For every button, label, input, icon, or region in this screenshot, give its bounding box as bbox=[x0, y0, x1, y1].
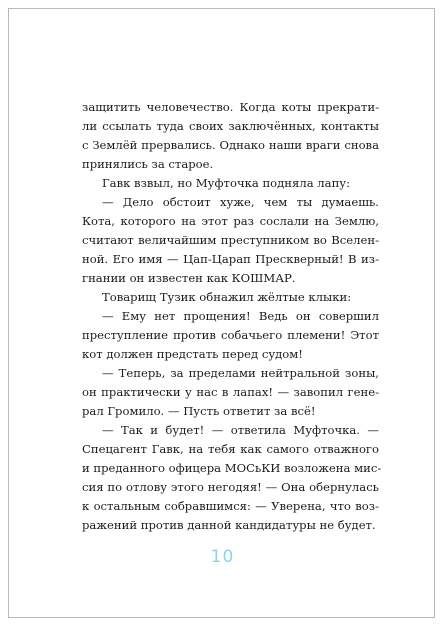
text-line: — Теперь, за пределами нейтральной зоны, bbox=[102, 366, 379, 380]
text-line: — Так и будет! — ответила Муфточка. — bbox=[102, 423, 379, 437]
book-page bbox=[8, 8, 435, 618]
text-line: сия по отлову этого негодяя! — Она обернулась bbox=[82, 480, 379, 494]
text-line: и преданного офицера МОСьКИ возложена мис- bbox=[82, 461, 382, 475]
text-line: Спецагент Гавк, на тебя как самого отважного bbox=[82, 442, 379, 456]
text-line: с Землёй прервались. Однако наши враги снова bbox=[82, 138, 379, 152]
text-line: защитить человечество. Когда коты прекрати- bbox=[82, 100, 379, 114]
body-text bbox=[82, 98, 382, 535]
text-line: ли ссылать туда своих заключённых, контакты bbox=[82, 119, 379, 133]
text-line: принялись за старое. bbox=[82, 157, 214, 171]
text-line: гнании он известен как КОШМАР. bbox=[82, 271, 296, 285]
text-line: он практически у нас в лапах! — завопил гене- bbox=[82, 385, 379, 399]
text-line: кот должен предстать перед судом! bbox=[82, 347, 303, 361]
text-line: рал Громило. — Пусть ответит за всё! bbox=[82, 404, 316, 418]
text-line: Товарищ Тузик обнажил жёлтые клыки: bbox=[102, 290, 352, 304]
text-line: преступление против собачьего племени! Этот bbox=[82, 328, 379, 342]
text-line: ражений против данной кандидатуры не будет. bbox=[82, 518, 376, 532]
page-number: 10 bbox=[210, 547, 235, 567]
text-line: — Ему нет прощения! Ведь он совершил bbox=[102, 309, 379, 323]
text-line: — Дело обстоит хуже, чем ты думаешь. bbox=[102, 195, 379, 209]
text-line: считают величайшим преступником во Вселен- bbox=[82, 233, 379, 247]
text-line: Гавк взвыл, но Муфточка подняла лапу: bbox=[102, 176, 351, 190]
text-line: Кота, которого на этот раз сослали на Землю, bbox=[82, 214, 379, 228]
text-line: ной. Его имя — Цап-Царап Прескверный! В из- bbox=[82, 252, 379, 266]
text-line: к остальным собравшимся: — Уверена, что воз- bbox=[82, 499, 379, 513]
